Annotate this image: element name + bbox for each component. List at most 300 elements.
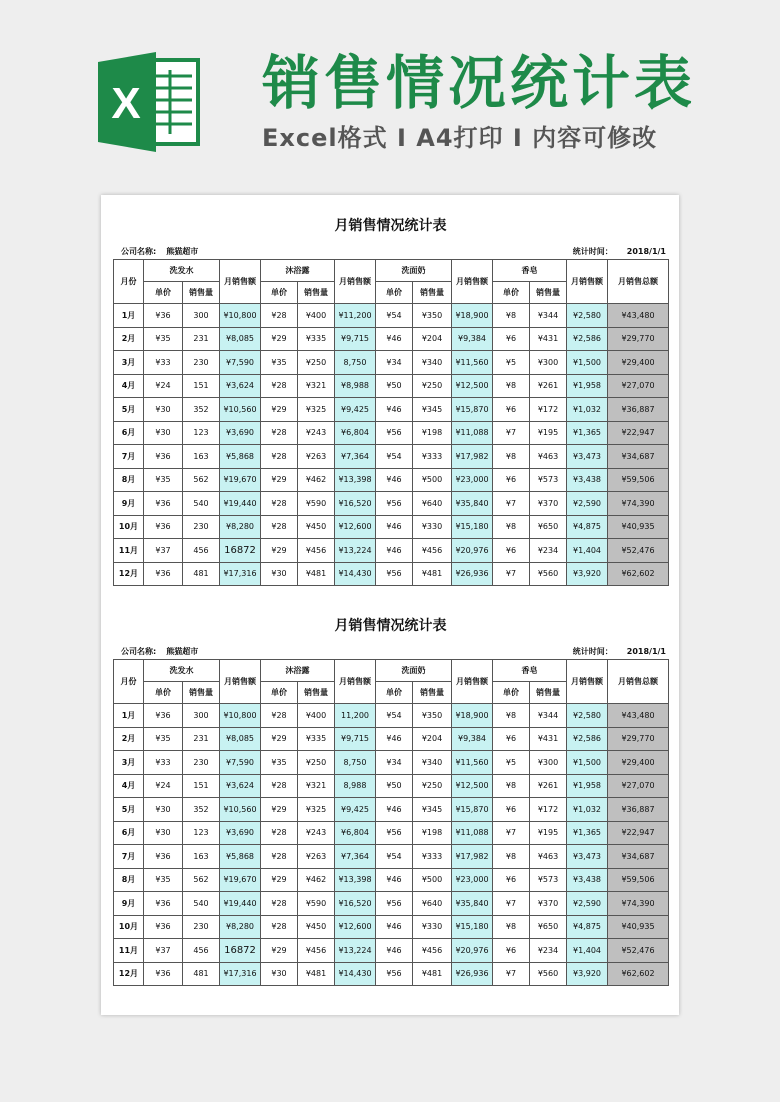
sales-cell[interactable]: ¥3,438 [567,868,608,892]
product-header[interactable]: 洗面奶 [376,660,452,682]
total-cell[interactable]: ¥36,887 [608,798,669,822]
table-cell[interactable]: 230 [183,351,220,375]
table-cell[interactable]: ¥7 [493,492,530,516]
total-cell[interactable]: ¥34,687 [608,445,669,469]
sales-cell[interactable]: ¥2,586 [567,727,608,751]
table-cell[interactable]: ¥195 [530,821,567,845]
sales-cell[interactable]: ¥4,875 [567,915,608,939]
sales-cell[interactable]: ¥3,624 [220,774,261,798]
table-cell[interactable]: ¥29 [261,327,298,351]
sales-cell[interactable]: ¥15,180 [452,915,493,939]
table-cell[interactable]: ¥6 [493,398,530,422]
sales-cell[interactable]: ¥2,580 [567,704,608,728]
table-cell[interactable]: ¥261 [530,774,567,798]
table-cell[interactable]: ¥34 [376,751,413,775]
sales-cell[interactable]: ¥1,500 [567,751,608,775]
sales-cell[interactable]: ¥14,430 [335,562,376,586]
table-cell[interactable]: ¥456 [413,939,452,963]
table-cell[interactable]: ¥46 [376,727,413,751]
sales-cell[interactable]: ¥12,500 [452,774,493,798]
table-cell[interactable]: ¥333 [413,845,452,869]
sales-cell[interactable]: ¥3,920 [567,562,608,586]
table-cell[interactable]: ¥8 [493,515,530,539]
table-cell[interactable]: 230 [183,751,220,775]
table-cell[interactable]: ¥462 [298,868,335,892]
sales-cell[interactable]: ¥11,088 [452,821,493,845]
table-cell[interactable]: 540 [183,492,220,516]
sales-cell[interactable]: ¥7,590 [220,751,261,775]
table-cell[interactable]: ¥5 [493,351,530,375]
sales-cell[interactable]: ¥23,000 [452,868,493,892]
quantity-header[interactable]: 销售量 [413,282,452,304]
table-cell[interactable]: 151 [183,374,220,398]
table-cell[interactable]: ¥450 [298,515,335,539]
table-cell[interactable]: ¥28 [261,492,298,516]
table-cell[interactable]: ¥24 [144,374,183,398]
total-cell[interactable]: ¥27,070 [608,374,669,398]
table-cell[interactable]: ¥263 [298,445,335,469]
sales-header[interactable]: 月销售额 [335,260,376,304]
sales-cell[interactable]: ¥15,180 [452,515,493,539]
table-cell[interactable]: ¥6 [493,468,530,492]
unit-price-header[interactable]: 单价 [144,682,183,704]
total-cell[interactable]: ¥40,935 [608,515,669,539]
sales-cell[interactable]: ¥26,936 [452,962,493,986]
table-cell[interactable]: ¥5 [493,751,530,775]
total-cell[interactable]: ¥29,770 [608,327,669,351]
sales-cell[interactable]: 11,200 [335,704,376,728]
table-cell[interactable]: ¥573 [530,468,567,492]
table-cell[interactable]: ¥54 [376,704,413,728]
table-cell[interactable]: ¥481 [413,562,452,586]
table-cell[interactable]: 163 [183,445,220,469]
table-cell[interactable]: ¥36 [144,845,183,869]
product-header[interactable]: 洗发水 [144,260,220,282]
total-cell[interactable]: ¥43,480 [608,304,669,328]
sales-cell[interactable]: ¥23,000 [452,468,493,492]
table-cell[interactable]: ¥56 [376,562,413,586]
table-cell[interactable]: ¥28 [261,374,298,398]
sales-cell[interactable]: 8,750 [335,751,376,775]
table-cell[interactable]: ¥7 [493,962,530,986]
table-cell[interactable]: ¥345 [413,398,452,422]
table-cell[interactable]: 352 [183,798,220,822]
table-cell[interactable]: ¥8 [493,774,530,798]
total-cell[interactable]: ¥74,390 [608,492,669,516]
total-header[interactable]: 月销售总额 [608,260,669,304]
table-cell[interactable]: ¥333 [413,445,452,469]
table-cell[interactable]: ¥7 [493,821,530,845]
table-cell[interactable]: ¥29 [261,868,298,892]
month-cell[interactable]: 2月 [114,727,144,751]
unit-price-header[interactable]: 单价 [376,282,413,304]
table-cell[interactable]: ¥6 [493,539,530,563]
table-cell[interactable]: ¥172 [530,398,567,422]
product-header[interactable]: 洗发水 [144,660,220,682]
sales-cell[interactable]: ¥2,586 [567,327,608,351]
sales-cell[interactable]: ¥10,800 [220,704,261,728]
table-cell[interactable]: ¥243 [298,421,335,445]
table-cell[interactable]: ¥463 [530,845,567,869]
table-cell[interactable]: ¥250 [298,351,335,375]
month-cell[interactable]: 4月 [114,774,144,798]
month-cell[interactable]: 11月 [114,539,144,563]
sales-header[interactable]: 月销售额 [452,660,493,704]
table-cell[interactable]: 231 [183,727,220,751]
sales-cell[interactable]: ¥20,976 [452,539,493,563]
table-cell[interactable]: ¥560 [530,962,567,986]
sales-cell[interactable]: ¥18,900 [452,304,493,328]
sales-header[interactable]: 月销售额 [220,660,261,704]
month-cell[interactable]: 2月 [114,327,144,351]
table-cell[interactable]: ¥54 [376,845,413,869]
sales-cell[interactable]: ¥11,088 [452,421,493,445]
table-cell[interactable]: ¥54 [376,445,413,469]
table-cell[interactable]: ¥46 [376,468,413,492]
table-cell[interactable]: ¥330 [413,515,452,539]
table-cell[interactable]: ¥36 [144,445,183,469]
total-cell[interactable]: ¥29,400 [608,751,669,775]
table-cell[interactable]: ¥340 [413,351,452,375]
table-cell[interactable]: ¥46 [376,915,413,939]
sales-cell[interactable]: ¥26,936 [452,562,493,586]
table-cell[interactable]: ¥35 [144,868,183,892]
table-cell[interactable]: ¥560 [530,562,567,586]
sales-cell[interactable]: ¥14,430 [335,962,376,986]
sales-cell[interactable]: 8,988 [335,774,376,798]
sales-cell[interactable]: ¥3,920 [567,962,608,986]
table-cell[interactable]: ¥344 [530,304,567,328]
total-cell[interactable]: ¥43,480 [608,704,669,728]
table-cell[interactable]: ¥481 [298,962,335,986]
sales-cell[interactable]: ¥15,870 [452,798,493,822]
table-cell[interactable]: ¥24 [144,774,183,798]
table-cell[interactable]: ¥8 [493,704,530,728]
table-cell[interactable]: ¥250 [298,751,335,775]
table-cell[interactable]: ¥46 [376,939,413,963]
table-cell[interactable]: ¥250 [413,374,452,398]
table-cell[interactable]: ¥50 [376,374,413,398]
sales-cell[interactable]: ¥4,875 [567,515,608,539]
table-cell[interactable]: 151 [183,774,220,798]
sales-cell[interactable]: 16872 [220,539,261,563]
sales-cell[interactable]: ¥13,398 [335,868,376,892]
month-cell[interactable]: 10月 [114,915,144,939]
sales-cell[interactable]: ¥10,800 [220,304,261,328]
sales-cell[interactable]: ¥3,624 [220,374,261,398]
table-cell[interactable]: ¥330 [413,915,452,939]
sales-cell[interactable]: ¥13,224 [335,539,376,563]
total-cell[interactable]: ¥22,947 [608,821,669,845]
table-cell[interactable]: ¥29 [261,727,298,751]
sales-cell[interactable]: ¥6,804 [335,821,376,845]
table-cell[interactable]: ¥8 [493,304,530,328]
table-cell[interactable]: ¥340 [413,751,452,775]
unit-price-header[interactable]: 单价 [493,682,530,704]
total-cell[interactable]: ¥22,947 [608,421,669,445]
product-header[interactable]: 沐浴露 [261,660,335,682]
table-cell[interactable]: ¥36 [144,492,183,516]
table-cell[interactable]: ¥500 [413,468,452,492]
unit-price-header[interactable]: 单价 [261,682,298,704]
table-cell[interactable]: ¥37 [144,539,183,563]
sales-cell[interactable]: ¥11,560 [452,351,493,375]
unit-price-header[interactable]: 单价 [261,282,298,304]
table-cell[interactable]: ¥28 [261,445,298,469]
total-cell[interactable]: ¥29,400 [608,351,669,375]
sales-cell[interactable]: ¥8,085 [220,327,261,351]
sales-cell[interactable]: ¥3,690 [220,821,261,845]
table-cell[interactable]: 230 [183,915,220,939]
table-cell[interactable]: ¥204 [413,727,452,751]
sales-cell[interactable]: ¥20,976 [452,939,493,963]
sales-header[interactable]: 月销售额 [452,260,493,304]
sales-cell[interactable]: ¥16,520 [335,892,376,916]
table-cell[interactable]: ¥30 [261,962,298,986]
sales-cell[interactable]: ¥1,404 [567,539,608,563]
product-header[interactable]: 洗面奶 [376,260,452,282]
table-cell[interactable]: ¥46 [376,515,413,539]
sales-cell[interactable]: ¥1,365 [567,821,608,845]
table-cell[interactable]: ¥28 [261,704,298,728]
table-cell[interactable]: ¥29 [261,539,298,563]
month-cell[interactable]: 6月 [114,821,144,845]
table-cell[interactable]: ¥263 [298,845,335,869]
table-cell[interactable]: ¥30 [144,821,183,845]
table-cell[interactable]: ¥29 [261,398,298,422]
total-cell[interactable]: ¥52,476 [608,539,669,563]
sales-cell[interactable]: ¥15,870 [452,398,493,422]
table-cell[interactable]: ¥198 [413,821,452,845]
total-cell[interactable]: ¥59,506 [608,468,669,492]
sales-header[interactable]: 月销售额 [567,660,608,704]
sales-cell[interactable]: ¥19,440 [220,492,261,516]
sales-cell[interactable]: ¥35,840 [452,892,493,916]
sales-cell[interactable]: ¥7,364 [335,445,376,469]
sales-cell[interactable]: ¥2,590 [567,492,608,516]
table-cell[interactable]: ¥7 [493,892,530,916]
table-cell[interactable]: ¥30 [144,421,183,445]
month-cell[interactable]: 6月 [114,421,144,445]
table-cell[interactable]: ¥46 [376,868,413,892]
table-cell[interactable]: ¥6 [493,868,530,892]
table-cell[interactable]: ¥54 [376,304,413,328]
sales-cell[interactable]: ¥19,670 [220,868,261,892]
table-cell[interactable]: ¥34 [376,351,413,375]
total-cell[interactable]: ¥29,770 [608,727,669,751]
table-cell[interactable]: 163 [183,845,220,869]
sales-cell[interactable]: ¥9,425 [335,398,376,422]
table-cell[interactable]: ¥456 [298,939,335,963]
quantity-header[interactable]: 销售量 [183,282,220,304]
month-cell[interactable]: 5月 [114,798,144,822]
table-cell[interactable]: ¥344 [530,704,567,728]
sales-cell[interactable]: 16872 [220,939,261,963]
sales-cell[interactable]: ¥1,500 [567,351,608,375]
month-cell[interactable]: 10月 [114,515,144,539]
month-cell[interactable]: 9月 [114,492,144,516]
table-cell[interactable]: ¥250 [413,774,452,798]
sales-cell[interactable]: ¥1,032 [567,398,608,422]
table-cell[interactable]: ¥36 [144,304,183,328]
sales-cell[interactable]: ¥9,384 [452,727,493,751]
table-cell[interactable]: ¥35 [261,351,298,375]
sales-cell[interactable]: ¥2,580 [567,304,608,328]
month-cell[interactable]: 8月 [114,468,144,492]
sales-cell[interactable]: ¥13,224 [335,939,376,963]
table-cell[interactable]: ¥456 [298,539,335,563]
month-cell[interactable]: 9月 [114,892,144,916]
month-cell[interactable]: 3月 [114,751,144,775]
table-cell[interactable]: ¥400 [298,704,335,728]
table-cell[interactable]: 230 [183,515,220,539]
month-cell[interactable]: 7月 [114,845,144,869]
sales-cell[interactable]: ¥11,200 [335,304,376,328]
table-cell[interactable]: ¥6 [493,327,530,351]
table-cell[interactable]: 562 [183,868,220,892]
sales-cell[interactable]: ¥6,804 [335,421,376,445]
product-header[interactable]: 沐浴露 [261,260,335,282]
sales-cell[interactable]: 8,750 [335,351,376,375]
table-cell[interactable]: ¥7 [493,421,530,445]
product-header[interactable]: 香皂 [493,660,567,682]
sales-cell[interactable]: ¥9,715 [335,727,376,751]
sales-cell[interactable]: ¥8,280 [220,515,261,539]
table-cell[interactable]: ¥590 [298,492,335,516]
table-cell[interactable]: ¥370 [530,492,567,516]
table-cell[interactable]: ¥172 [530,798,567,822]
product-header[interactable]: 香皂 [493,260,567,282]
month-cell[interactable]: 1月 [114,704,144,728]
table-cell[interactable]: ¥234 [530,939,567,963]
sales-cell[interactable]: ¥16,520 [335,492,376,516]
month-cell[interactable]: 1月 [114,304,144,328]
table-cell[interactable]: ¥261 [530,374,567,398]
sales-cell[interactable]: ¥2,590 [567,892,608,916]
table-cell[interactable]: ¥321 [298,374,335,398]
sales-cell[interactable]: ¥7,364 [335,845,376,869]
table-cell[interactable]: ¥6 [493,798,530,822]
table-cell[interactable]: ¥36 [144,515,183,539]
month-cell[interactable]: 8月 [114,868,144,892]
table-cell[interactable]: ¥36 [144,892,183,916]
table-cell[interactable]: ¥590 [298,892,335,916]
table-cell[interactable]: 352 [183,398,220,422]
table-cell[interactable]: ¥36 [144,915,183,939]
total-cell[interactable]: ¥62,602 [608,562,669,586]
table-cell[interactable]: ¥56 [376,821,413,845]
table-cell[interactable]: ¥6 [493,939,530,963]
table-cell[interactable]: ¥28 [261,915,298,939]
sales-cell[interactable]: ¥3,473 [567,845,608,869]
unit-price-header[interactable]: 单价 [493,282,530,304]
table-cell[interactable]: ¥8 [493,915,530,939]
month-cell[interactable]: 5月 [114,398,144,422]
table-cell[interactable]: ¥46 [376,798,413,822]
total-cell[interactable]: ¥27,070 [608,774,669,798]
table-cell[interactable]: ¥56 [376,962,413,986]
table-cell[interactable]: ¥640 [413,492,452,516]
table-cell[interactable]: 481 [183,562,220,586]
sales-cell[interactable]: ¥12,600 [335,515,376,539]
table-cell[interactable]: ¥28 [261,515,298,539]
table-cell[interactable]: ¥431 [530,727,567,751]
table-cell[interactable]: ¥50 [376,774,413,798]
sales-cell[interactable]: ¥19,670 [220,468,261,492]
sales-cell[interactable]: ¥1,032 [567,798,608,822]
sales-cell[interactable]: ¥1,365 [567,421,608,445]
table-cell[interactable]: ¥243 [298,821,335,845]
table-cell[interactable]: ¥573 [530,868,567,892]
sales-cell[interactable]: ¥17,982 [452,845,493,869]
month-header[interactable]: 月份 [114,660,144,704]
table-cell[interactable]: ¥300 [530,351,567,375]
sales-cell[interactable]: ¥9,715 [335,327,376,351]
table-cell[interactable]: ¥321 [298,774,335,798]
sales-cell[interactable]: ¥1,404 [567,939,608,963]
table-cell[interactable]: ¥481 [298,562,335,586]
table-cell[interactable]: ¥500 [413,868,452,892]
sales-cell[interactable]: ¥17,316 [220,562,261,586]
sales-cell[interactable]: ¥10,560 [220,398,261,422]
table-cell[interactable]: ¥46 [376,398,413,422]
month-cell[interactable]: 7月 [114,445,144,469]
total-cell[interactable]: ¥40,935 [608,915,669,939]
table-cell[interactable]: 456 [183,539,220,563]
sales-cell[interactable]: ¥12,500 [452,374,493,398]
table-cell[interactable]: ¥35 [144,468,183,492]
quantity-header[interactable]: 销售量 [183,682,220,704]
sales-cell[interactable]: ¥11,560 [452,751,493,775]
table-cell[interactable]: ¥325 [298,398,335,422]
sales-cell[interactable]: ¥12,600 [335,915,376,939]
sales-cell[interactable]: ¥35,840 [452,492,493,516]
table-cell[interactable]: ¥350 [413,704,452,728]
table-cell[interactable]: ¥36 [144,704,183,728]
total-cell[interactable]: ¥74,390 [608,892,669,916]
quantity-header[interactable]: 销售量 [413,682,452,704]
sales-cell[interactable]: ¥7,590 [220,351,261,375]
table-cell[interactable]: ¥7 [493,562,530,586]
sales-header[interactable]: 月销售额 [335,660,376,704]
table-cell[interactable]: 540 [183,892,220,916]
table-cell[interactable]: ¥8 [493,845,530,869]
table-cell[interactable]: ¥370 [530,892,567,916]
table-cell[interactable]: ¥650 [530,515,567,539]
table-cell[interactable]: ¥345 [413,798,452,822]
quantity-header[interactable]: 销售量 [530,682,567,704]
table-cell[interactable]: ¥400 [298,304,335,328]
sales-cell[interactable]: ¥3,473 [567,445,608,469]
table-cell[interactable]: ¥640 [413,892,452,916]
table-cell[interactable]: 300 [183,304,220,328]
table-cell[interactable]: ¥30 [144,398,183,422]
table-cell[interactable]: ¥8 [493,374,530,398]
sales-cell[interactable]: ¥3,438 [567,468,608,492]
unit-price-header[interactable]: 单价 [144,282,183,304]
total-cell[interactable]: ¥36,887 [608,398,669,422]
table-cell[interactable]: ¥28 [261,421,298,445]
table-cell[interactable]: ¥198 [413,421,452,445]
sales-cell[interactable]: ¥3,690 [220,421,261,445]
total-cell[interactable]: ¥62,602 [608,962,669,986]
table-cell[interactable]: ¥46 [376,327,413,351]
table-cell[interactable]: ¥195 [530,421,567,445]
table-cell[interactable]: ¥8 [493,445,530,469]
table-cell[interactable]: ¥35 [144,727,183,751]
table-cell[interactable]: ¥36 [144,962,183,986]
table-cell[interactable]: ¥46 [376,539,413,563]
